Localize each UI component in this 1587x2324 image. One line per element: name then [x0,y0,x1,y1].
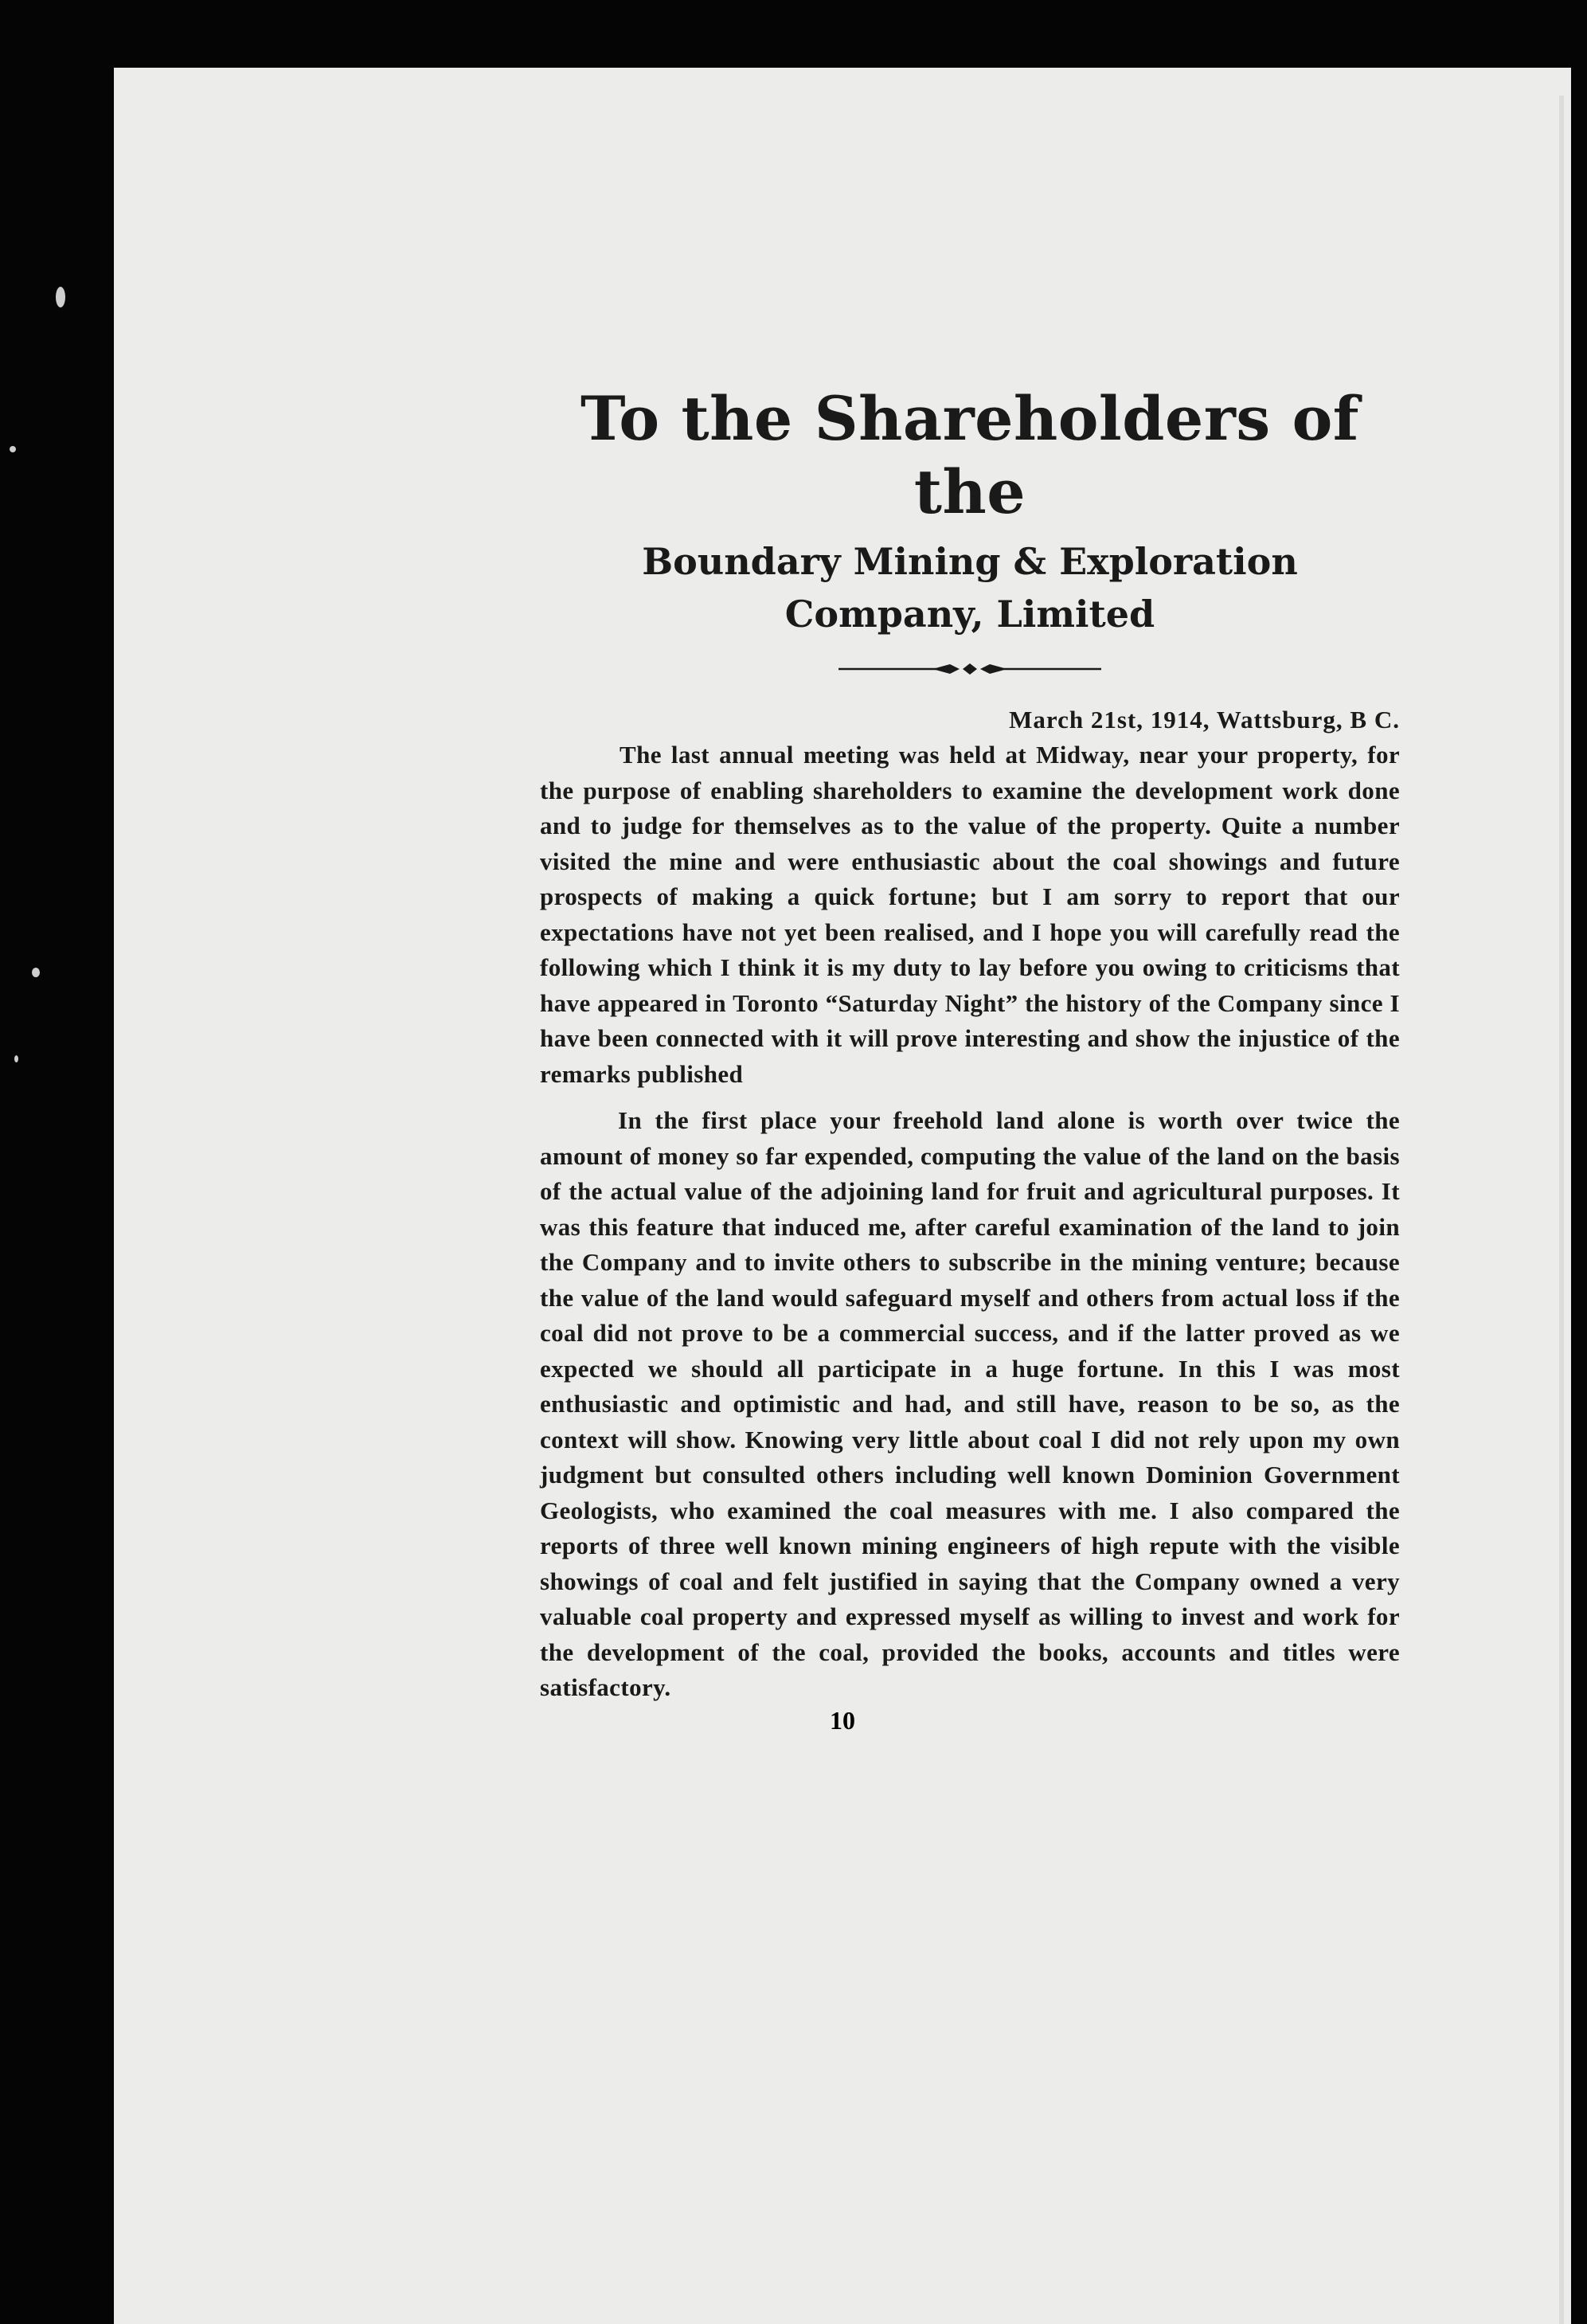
page-title: To the Shareholders of the [580,383,1359,527]
company-name-line-2: Company, Limited [784,593,1155,636]
scan-border [1573,0,1587,2324]
scan-speck [56,287,65,307]
company-name [540,535,1400,640]
scan-speck [32,968,40,977]
company-name-line-1: Boundary Mining & Exploration [642,540,1298,583]
adjacent-page-edge [1559,96,1564,2324]
dateline: March 21st, 1914, Wattsburg, B C. [1009,706,1400,734]
scan-speck [10,446,16,452]
scan-speck [14,1055,18,1062]
body-paragraph-1: The last annual meeting was held at Midway, near your property, for the purpose of enabling shareholders to examine the development work done and to judge for themselves as to the value of the property. Quite a number visited the mine and were enthusiastic about the coal showings and future prospects of making a quick fortune; but I am sorry to report that our expectations have not yet been realised, and I hope you will carefully read the following which I think it is my duty to lay before you owing to criticisms that have appeared in Toronto “Saturday Night” the history of the Company since I have been connected with it will prove interesting and show the injustice of the remarks published [540,741,1400,1088]
page-number: 10 [830,1706,855,1735]
body-paragraph-2: In the first place your freehold land alone is worth over twice the amount of money so far expended, computing the value of the land on the basis of the actual value of the adjoining land for fruit and agricultural purposes. It was this feature that induced me, after careful examination of the land to join the Company and to invite others to subscribe in the mining venture; because the value of the land would safeguard myself and others from actual loss if the coal did not prove to be a commercial success, and if the latter proved as we expected we should all participate in a huge fortune. In this I was most enthusiastic and optimistic and had, and still have, reason to be so, as the context will show. Knowing very little about coal I did not rely upon my own judgment but consulted others including well known Dominion Government Geologists, who examined the coal measures with me. I also compared the reports of three well known mining engineers of high repute with the visible showings of coal and felt justified in saying that the Company owned a very valuable coal property and expressed myself as willing to invest and work for the development of the coal, provided the books, accounts and titles were satisfactory. [540,1106,1400,1701]
ornament-divider-icon [838,659,1101,679]
page-content [540,382,1400,1706]
document-page [114,68,1571,2324]
